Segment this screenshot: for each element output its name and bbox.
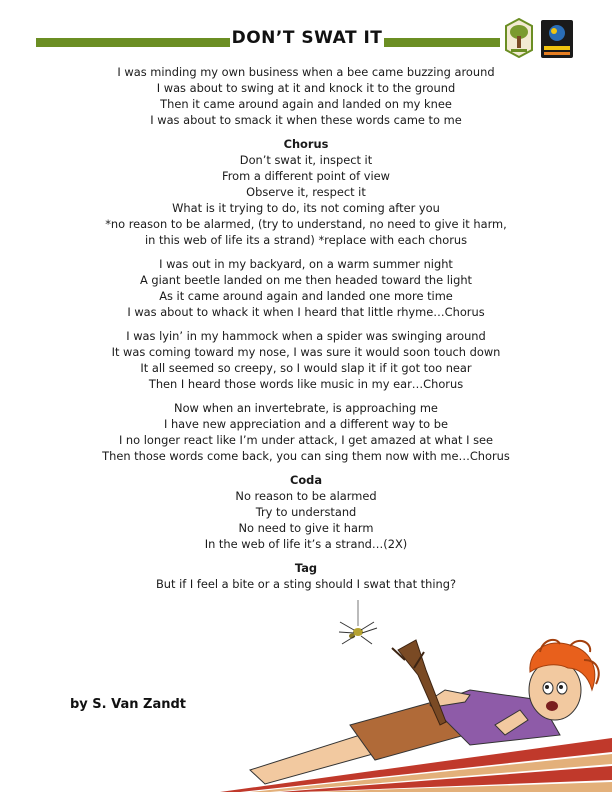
lyric-line: No need to give it harm — [238, 521, 374, 535]
lyric-line: It was coming toward my nose, I was sure it would soon touch down — [111, 345, 501, 359]
lyric-line: I was about to whack it when I heard that little rhyme…Chorus — [127, 305, 485, 319]
lyric-line: But if I feel a bite or a sting should I swat that thing? — [155, 577, 457, 591]
lyric-line: Don’t swat it, inspect it — [239, 153, 373, 167]
header-bar-left — [36, 38, 230, 47]
learning-badge-icon — [540, 19, 574, 59]
lyric-line: In the web of life it’s a strand…(2X) — [204, 537, 408, 551]
lyric-line: Then I heard those words like music in my ear…Chorus — [148, 377, 464, 391]
lyric-line: From a different point of view — [222, 169, 390, 183]
lyric-line: I was about to smack it when these words came to me — [150, 113, 462, 127]
verse-4 — [40, 400, 572, 464]
coda — [40, 472, 572, 552]
lyrics — [40, 64, 572, 600]
lyric-line: I have new appreciation and a different way to be — [163, 417, 449, 431]
verse-1 — [40, 64, 572, 128]
tree-badge-icon — [504, 18, 534, 58]
lyric-line: No reason to be alarmed — [235, 489, 377, 503]
lyric-line: *no reason to be alarmed, (try to understand, no need to give it harm, — [105, 217, 507, 231]
lyric-line: It all seemed so creepy, so I would slap it if it got too near — [140, 361, 472, 375]
chorus — [40, 136, 572, 248]
tag-heading: Tag — [294, 561, 318, 575]
lyric-line: I no longer react like I’m under attack, I get amazed at what I see — [118, 433, 494, 447]
chorus-heading: Chorus — [283, 137, 329, 151]
author-credit: by S. Van Zandt — [70, 697, 187, 712]
page-title: DON’T SWAT IT — [231, 28, 383, 48]
lyric-line: Observe it, respect it — [246, 185, 366, 199]
lyric-line: I was about to swing at it and knock it to the ground — [156, 81, 456, 95]
lyric-line: Then it came around again and landed on my knee — [160, 97, 452, 111]
lyric-line: in this web of life its a strand) *replace with each chorus — [144, 233, 468, 247]
lyric-line: Try to understand — [255, 505, 357, 519]
lyric-line: I was out in my backyard, on a warm summer night — [159, 257, 453, 271]
header-bar-right — [384, 38, 500, 47]
spider-icon — [339, 600, 377, 644]
verse-3 — [40, 328, 572, 392]
lyric-line: As it came around again and landed one more time — [159, 289, 453, 303]
coda-heading: Coda — [289, 473, 323, 487]
lyric-line: Now when an invertebrate, is approaching me — [174, 401, 438, 415]
lyric-line: I was lyin’ in my hammock when a spider was swinging around — [126, 329, 486, 343]
lyric-line: A giant beetle landed on me then headed toward the light — [139, 273, 473, 287]
verse-2 — [40, 256, 572, 320]
lyric-line: What is it trying to do, its not coming after you — [172, 201, 440, 215]
boy-in-hammock-icon — [220, 640, 612, 792]
lyric-line: Then those words come back, you can sing them now with me…Chorus — [102, 449, 510, 463]
lyric-line: I was minding my own business when a bee came buzzing around — [117, 65, 495, 79]
tag — [40, 560, 572, 592]
